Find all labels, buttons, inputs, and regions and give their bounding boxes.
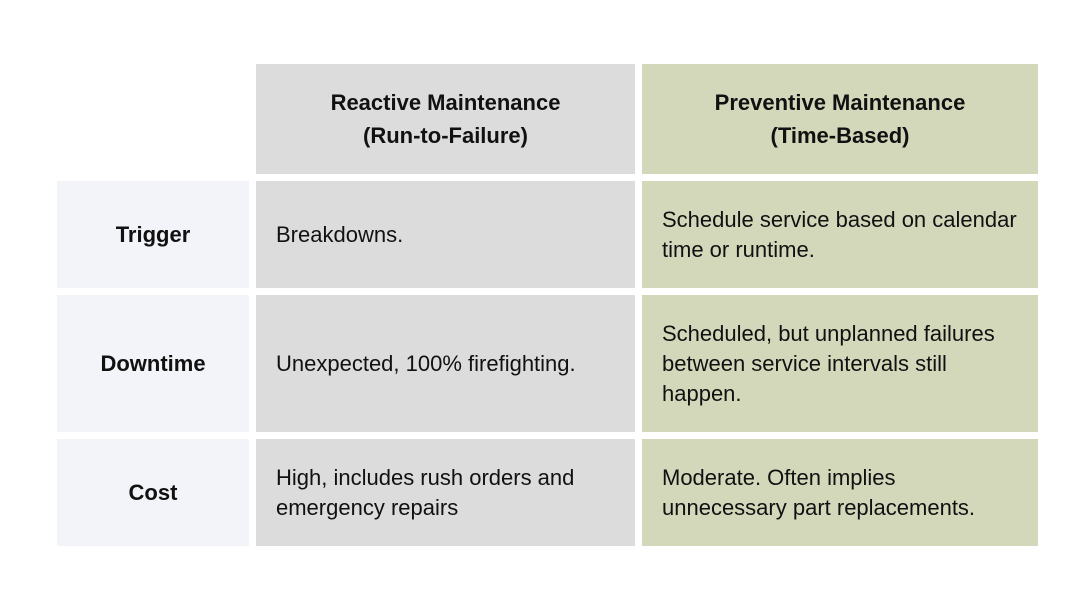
cell-trigger-reactive [256,181,635,288]
row-label-trigger [57,181,249,288]
cell-downtime-reactive-text: Unexpected, 100% firefighting. [276,350,576,376]
cell-cost-reactive-text: High, includes rush orders and emergency repairs [276,464,575,520]
cell-trigger-reactive-text: Breakdowns. [276,221,404,247]
cell-downtime-preventive-text: Scheduled, but unplanned failures between service intervals still happen. [662,320,995,406]
cell-trigger-preventive-text: Schedule service based on calendar time or runtime. [662,206,1017,262]
row-label-cost-text: Cost [128,479,178,505]
column-header-reactive [256,64,635,174]
row-label-trigger-text: Trigger [115,221,191,247]
column-header-preventive-label: Preventive Maintenance (Time-Based) [714,90,966,148]
table-corner [57,64,249,174]
cell-cost-preventive-text: Moderate. Often implies unnecessary part replacements. [662,464,976,520]
column-header-preventive [642,64,1038,174]
row-label-downtime [57,295,249,432]
cell-trigger-preventive [642,181,1038,288]
cell-downtime-preventive [642,295,1038,432]
row-label-cost [57,439,249,546]
cell-downtime-reactive [256,295,635,432]
cell-cost-reactive [256,439,635,546]
comparison-table [57,64,1038,546]
row-label-downtime-text: Downtime [100,350,206,376]
cell-cost-preventive [642,439,1038,546]
column-header-reactive-label: Reactive Maintenance (Run-to-Failure) [330,90,561,148]
